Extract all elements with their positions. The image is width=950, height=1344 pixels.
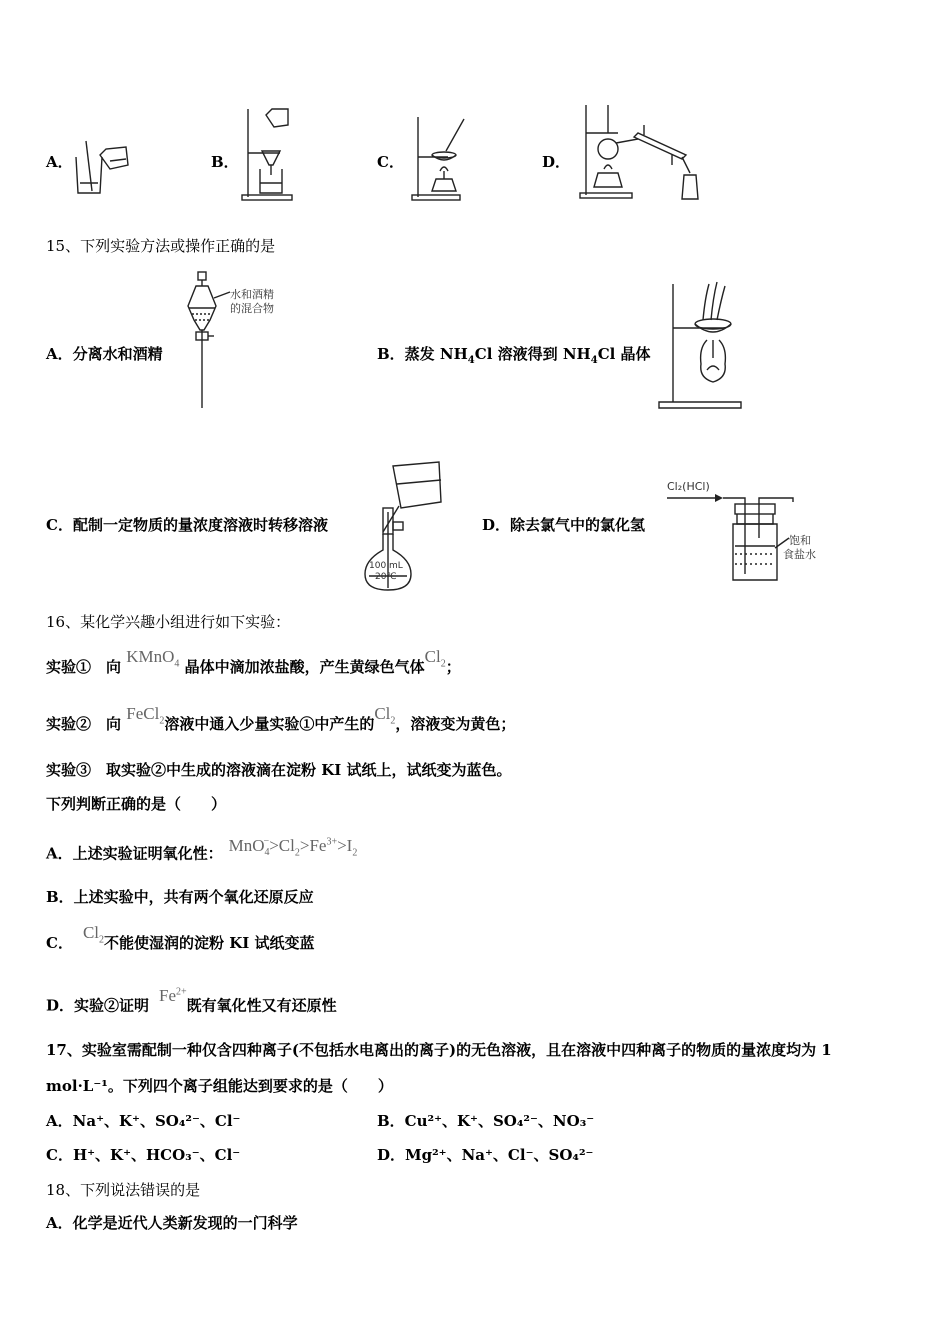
q16-stem: 16、某化学兴趣小组进行如下实验： [46, 613, 291, 631]
q14-option-c-label: C． [377, 153, 404, 171]
q15-d-label-gas: Cl₂(HCl) [667, 480, 710, 493]
q14-b-filtration-figure [240, 105, 300, 203]
q15-stem: 15、下列实验方法或操作正确的是 [46, 237, 276, 255]
q15-a-label-line2: 的混合物 [230, 302, 274, 315]
q15-a-label-line1: 水和酒精 [230, 288, 274, 301]
q16-experiment-2: 实验② 向 FeCl$_2$溶液中通入少量实验①中产生的$Cl_2$，溶液变为黄色； [46, 704, 516, 733]
q17-stem-line1: 17、实验室需配制一种仅含四种离子(不包括水电离出的离子)的无色溶液，且在溶液中四种离子的物质的量浓度均为 1 [46, 1041, 832, 1059]
q16-option-a: A．上述实验证明氧化性： $MnO_4^->Cl_2>Fe^{3+}>I_2$ [46, 835, 358, 863]
q14-d-distillation-figure [578, 103, 713, 203]
q15-option-a: A．分离水和酒精 [46, 345, 163, 363]
q17-stem-line2: mol·L⁻¹。下列四个离子组能达到要求的是（ ） [46, 1077, 393, 1095]
q15-d-label-line1: 饱和 [789, 534, 811, 547]
q15-b-evaporation-figure [655, 278, 747, 413]
q17-option-b: B．Cu²⁺、K⁺、SO₄²⁻、NO₃⁻ [377, 1112, 595, 1130]
q15-c-label-volume: 100 mL [369, 561, 403, 571]
q14-option-b-label: B． [211, 153, 239, 171]
q15-a-separatory-funnel-figure [180, 270, 290, 415]
q17-option-d: D．Mg²⁺、Na⁺、Cl⁻、SO₄²⁻ [377, 1146, 594, 1164]
q15-option-b: B．蒸发 $NH_4Cl$ 溶液得到 $NH_4Cl$ 晶体 [377, 345, 651, 366]
q18-option-a: A．化学是近代人类新发现的一门科学 [46, 1214, 298, 1232]
q17-option-c: C．H⁺、K⁺、HCO₃⁻、Cl⁻ [46, 1146, 241, 1164]
q17-option-a: A．Na⁺、K⁺、SO₄²⁻、Cl⁻ [46, 1112, 241, 1130]
q15-c-label-temp: 20℃ [375, 572, 397, 582]
q15-c-volumetric-flask-figure [355, 458, 455, 593]
q16-option-d: D．实验②证明$Fe^{2+}$既有氧化性又有还原性 [46, 985, 337, 1015]
q16-option-c: C．$Cl_2$不能使湿润的淀粉 KI 试纸变蓝 [46, 923, 315, 952]
q14-c-evaporation-figure [410, 115, 470, 203]
q18-stem: 18、下列说法错误的是 [46, 1181, 201, 1199]
q16-option-b: B．上述实验中，共有两个氧化还原反应 [46, 888, 314, 906]
q15-d-gas-washing-figure [665, 478, 835, 588]
q15-option-c: C．配制一定物质的量浓度溶液时转移溶液 [46, 516, 328, 534]
q16-experiment-1: 实验① 向 KMnO$_4$ 晶体中滴加浓盐酸，产生黄绿色气体$Cl_2$； [46, 647, 461, 676]
q14-option-d-label: D． [542, 153, 571, 171]
q14-a-beaker-pour-figure [70, 135, 140, 200]
q16-experiment-3: 实验③ 取实验②中生成的溶液滴在淀粉 KI 试纸上，试纸变为蓝色。 [46, 761, 512, 779]
q16-question: 下列判断正确的是（ ） [46, 795, 227, 813]
q14-option-a-label: A． [46, 153, 73, 171]
q15-d-label-line2: 食盐水 [783, 548, 816, 561]
q15-option-d: D．除去氯气中的氯化氢 [482, 516, 646, 534]
